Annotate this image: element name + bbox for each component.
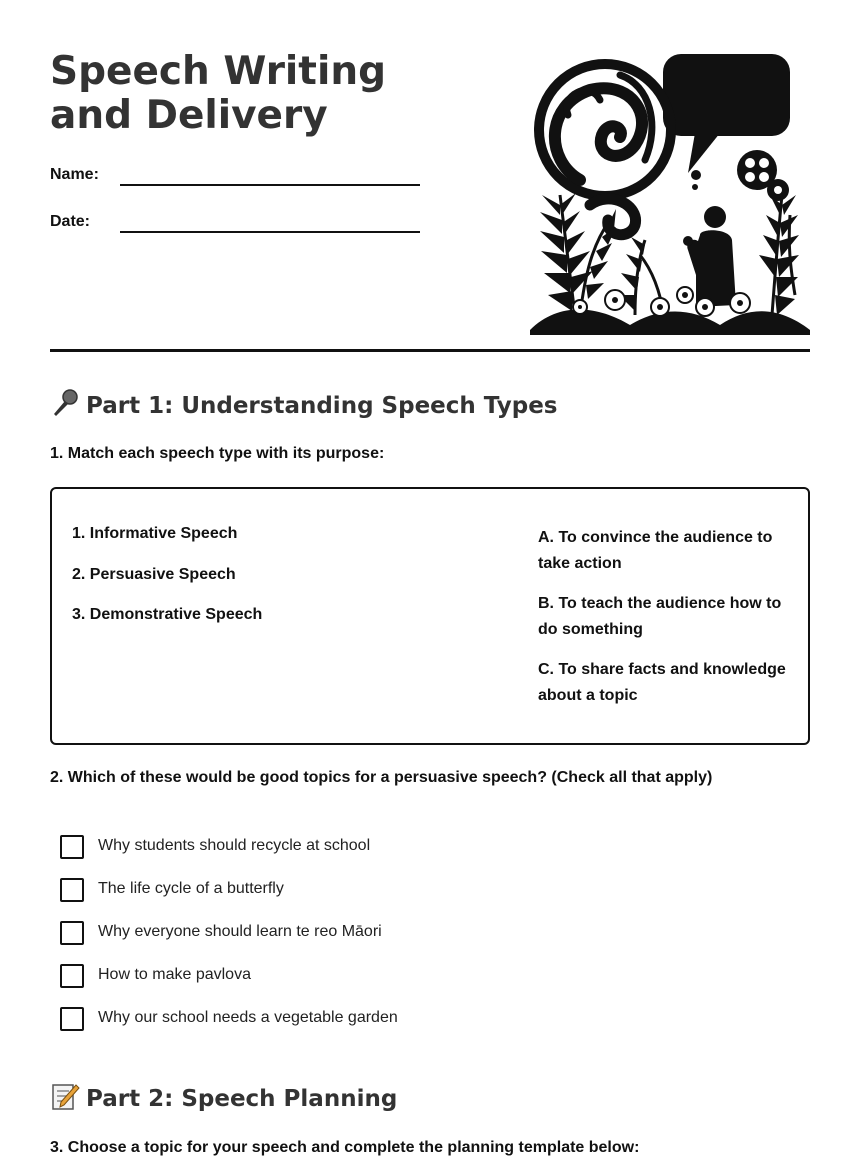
- speech-type-list: [72, 525, 262, 647]
- speech-type-item: 1. Informative Speech: [72, 525, 238, 542]
- question-1: 1. Match each speech type with its purpose:: [50, 445, 385, 462]
- purpose-item: B. To teach the audience how to do something: [538, 595, 782, 638]
- speech-type-item: 3. Demonstrative Speech: [72, 606, 263, 623]
- part2-heading-text: Part 2: Speech Planning: [86, 1086, 398, 1112]
- date-line[interactable]: [120, 231, 420, 233]
- purpose-item: C. To share facts and knowledge about a topic: [538, 661, 786, 704]
- name-line[interactable]: [120, 184, 420, 186]
- checkbox[interactable]: [60, 921, 84, 945]
- memo-pencil-icon: [50, 1081, 80, 1111]
- checkbox[interactable]: [60, 835, 84, 859]
- purpose-item: A. To convince the audience to take action: [538, 529, 773, 572]
- name-field[interactable]: [50, 166, 420, 196]
- speech-type-item: 2. Persuasive Speech: [72, 565, 236, 583]
- header-divider: [50, 349, 810, 352]
- topic-option-label: Why students should recycle at school: [98, 837, 371, 854]
- date-label: Date:: [50, 213, 91, 230]
- microphone-icon: [50, 388, 80, 418]
- part1-heading-text: Part 1: Understanding Speech Types: [86, 393, 558, 419]
- checkbox[interactable]: [60, 878, 84, 902]
- topic-option-label: Why our school needs a vegetable garden: [98, 1009, 398, 1026]
- topic-option-label: How to make pavlova: [98, 966, 251, 983]
- question-3: 3. Choose a topic for your speech and complete the planning template below:: [50, 1139, 640, 1156]
- checkbox[interactable]: [60, 964, 84, 988]
- name-label: Name:: [50, 166, 99, 183]
- matching-box: [50, 487, 810, 745]
- date-field[interactable]: [50, 213, 420, 243]
- checkbox[interactable]: [60, 1007, 84, 1031]
- part1-heading: [50, 388, 558, 419]
- speaker-illustration-icon: [520, 45, 815, 335]
- part2-heading: [50, 1081, 397, 1112]
- topic-option-label: The life cycle of a butterfly: [98, 880, 284, 897]
- question-2: 2. Which of these would be good topics for a persuasive speech? (Check all that apply): [50, 769, 713, 786]
- topic-option-label: Why everyone should learn te reo Māori: [98, 923, 382, 940]
- worksheet-title: Speech Writing and Delivery: [50, 49, 386, 138]
- purpose-list: [538, 525, 788, 723]
